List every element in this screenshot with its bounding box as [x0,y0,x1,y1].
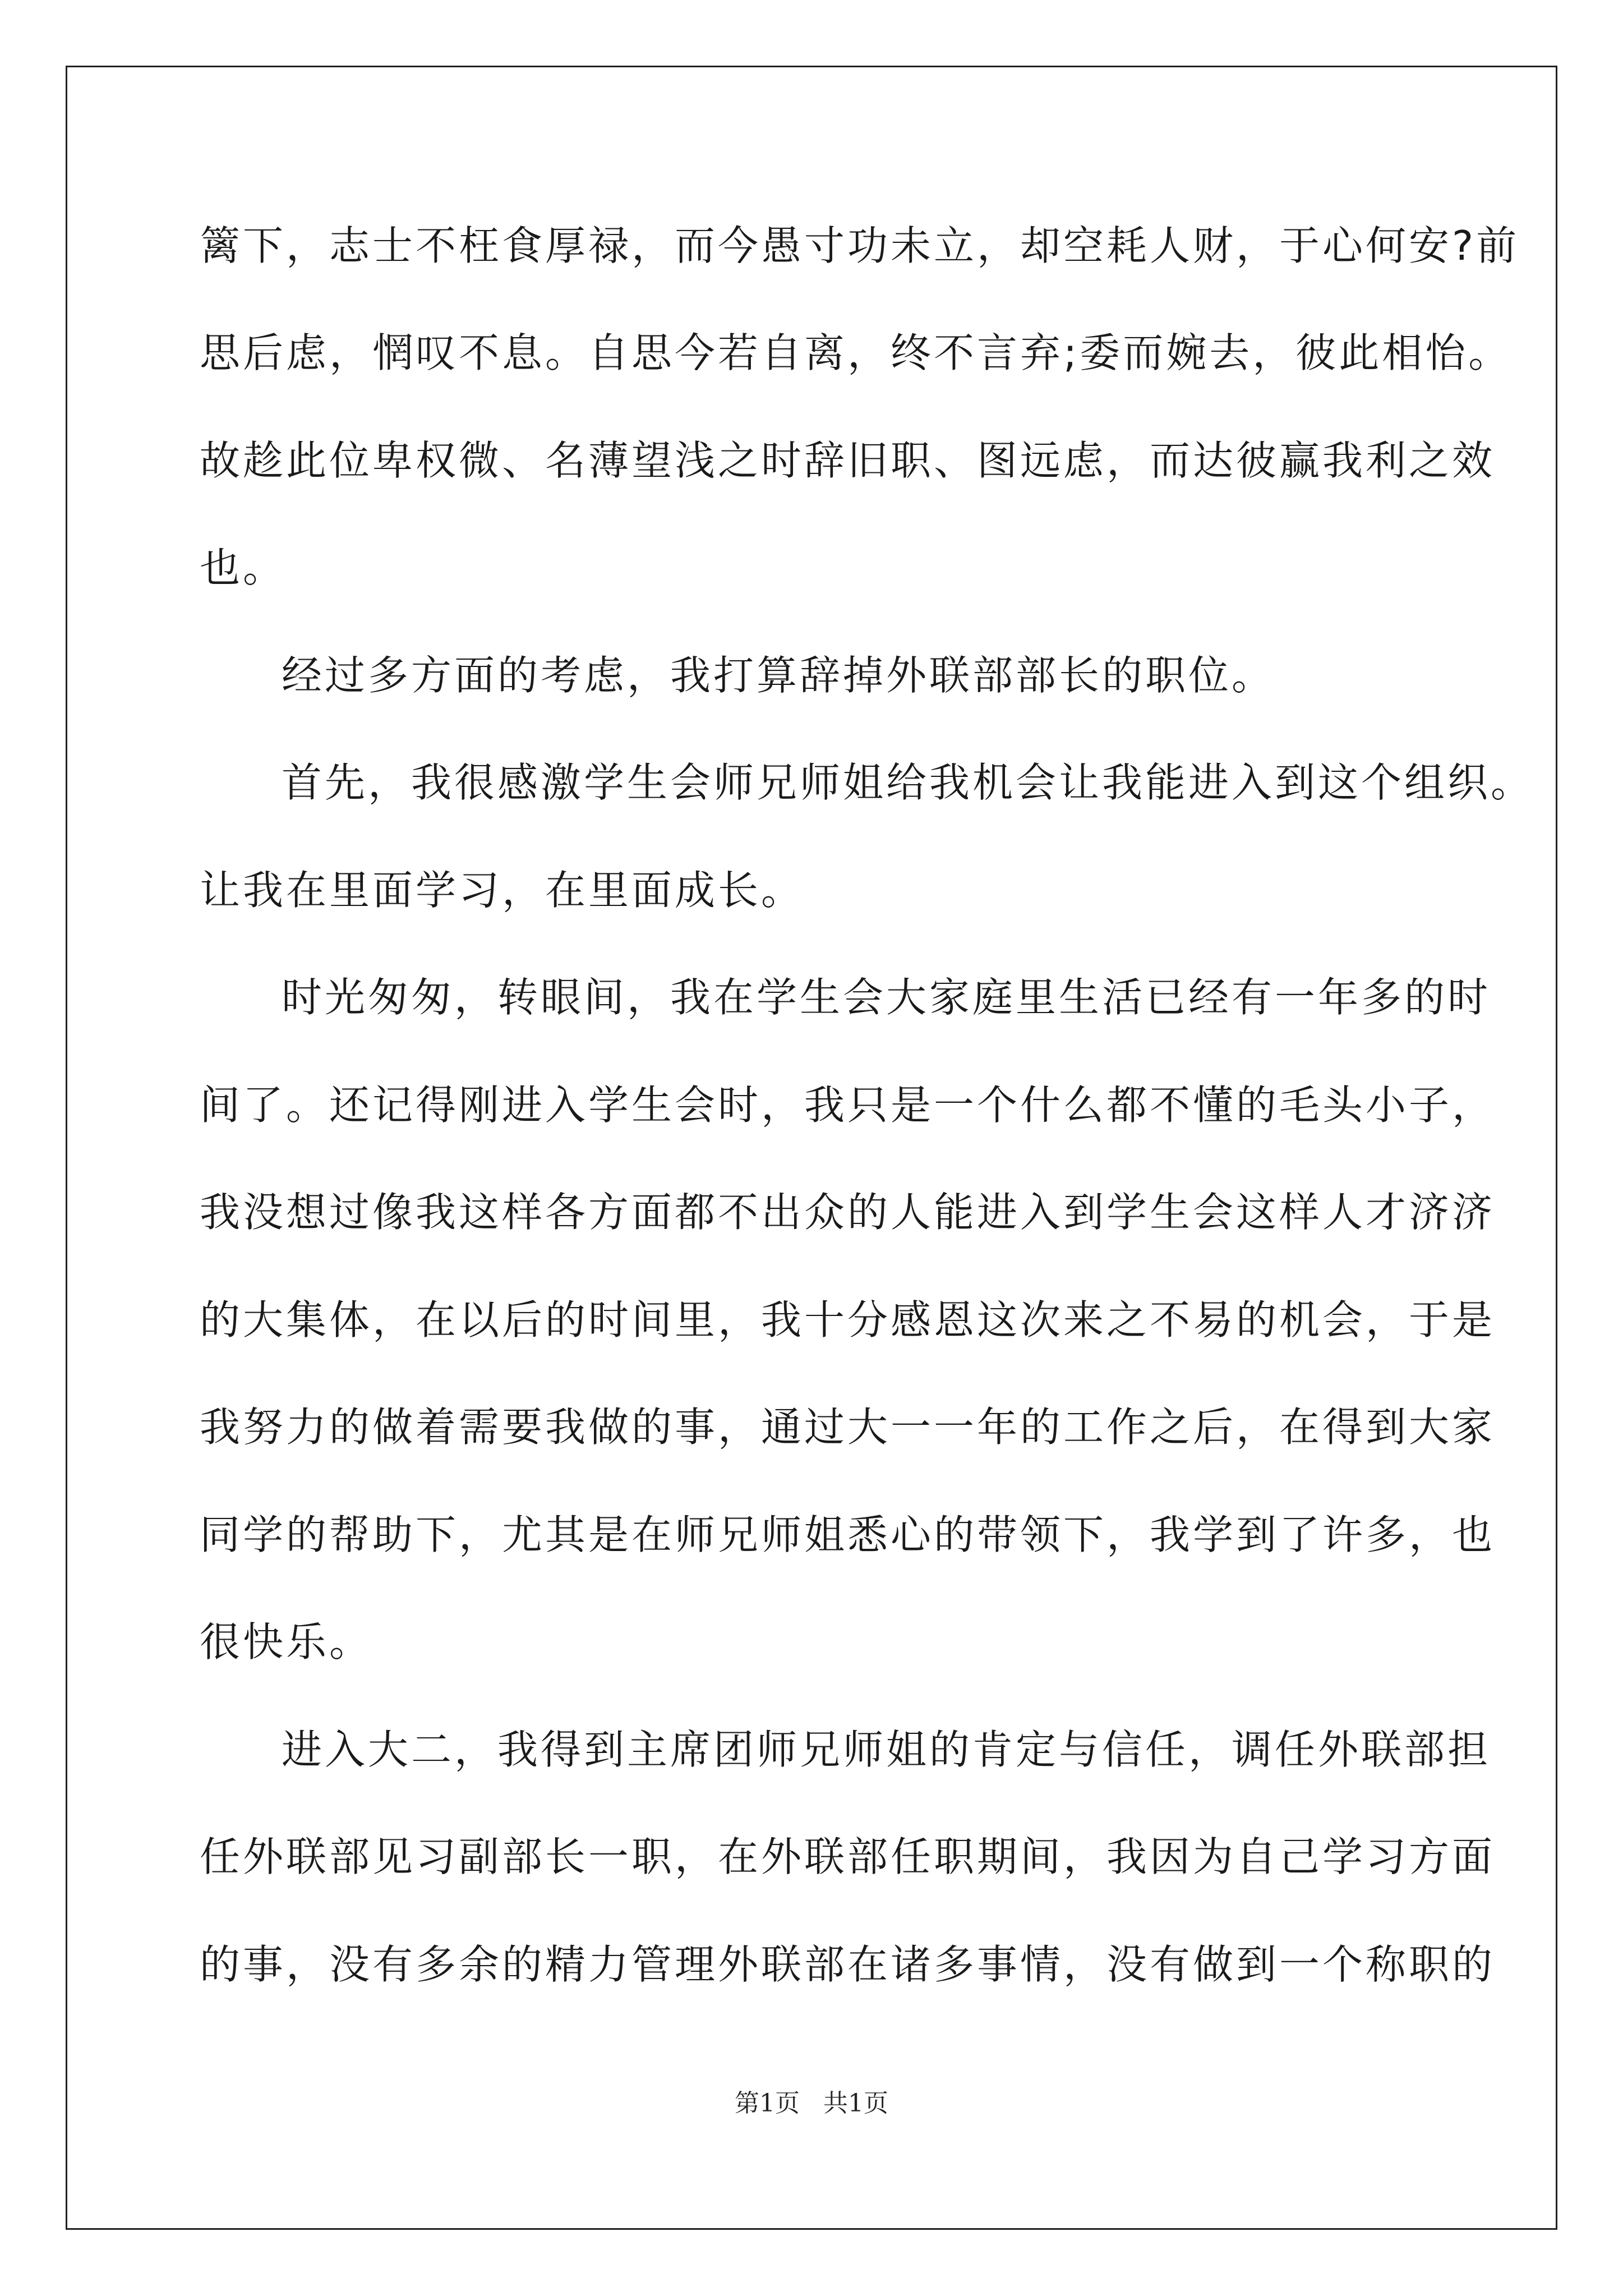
paragraph-first-line: 进入大二，我得到主席团师兄师姐的肯定与信任，调任外联部担 [282,1726,1491,1773]
paragraph-first-line: 时光匆匆，转眼间，我在学生会大家庭里生活已经有一年多的时 [282,974,1491,1021]
paragraph-first-line: 首先，我很感激学生会师兄师姐给我机会让我能进入到这个组织。 [282,759,1534,806]
text-line: 的事，没有多余的精力管理外联部在诸多事情，没有做到一个称职的 [200,1941,1496,1988]
text-line: 让我在里面学习，在里面成长。 [200,867,805,914]
page-border [66,66,1557,2230]
text-line: 同学的帮助下，尤其是在师兄师姐悉心的带领下，我学到了许多，也 [200,1511,1496,1558]
text-line: 故趁此位卑权微、名薄望浅之时辞旧职、图远虑，而达彼赢我利之效 [200,437,1496,484]
text-line: 间了。还记得刚进入学生会时，我只是一个什么都不懂的毛头小子， [200,1082,1496,1129]
text-line: 很快乐。 [200,1618,373,1665]
page-footer [0,2087,1623,2120]
text-line: 篱下，志士不枉食厚禄，而今愚寸功未立，却空耗人财，于心何安?前 [200,222,1520,269]
paragraph-first-line: 经过多方面的考虑，我打算辞掉外联部部长的职位。 [282,652,1275,699]
text-line: 我没想过像我这样各方面都不出众的人能进入到学生会这样人才济济 [200,1189,1496,1236]
text-line: 也。 [200,544,287,591]
text-line: 我努力的做着需要我做的事，通过大一一年的工作之后，在得到大家 [200,1404,1496,1451]
text-line: 思后虑，惘叹不息。自思今若自离，终不言弃;委而婉去，彼此相怡。 [200,329,1512,376]
page-total: 共1页 [823,2089,888,2118]
page-number: 第1页 [735,2089,800,2118]
text-line: 任外联部见习副部长一职，在外联部任职期间，我因为自己学习方面 [200,1833,1496,1880]
text-line: 的大集体，在以后的时间里，我十分感恩这次来之不易的机会，于是 [200,1296,1496,1343]
